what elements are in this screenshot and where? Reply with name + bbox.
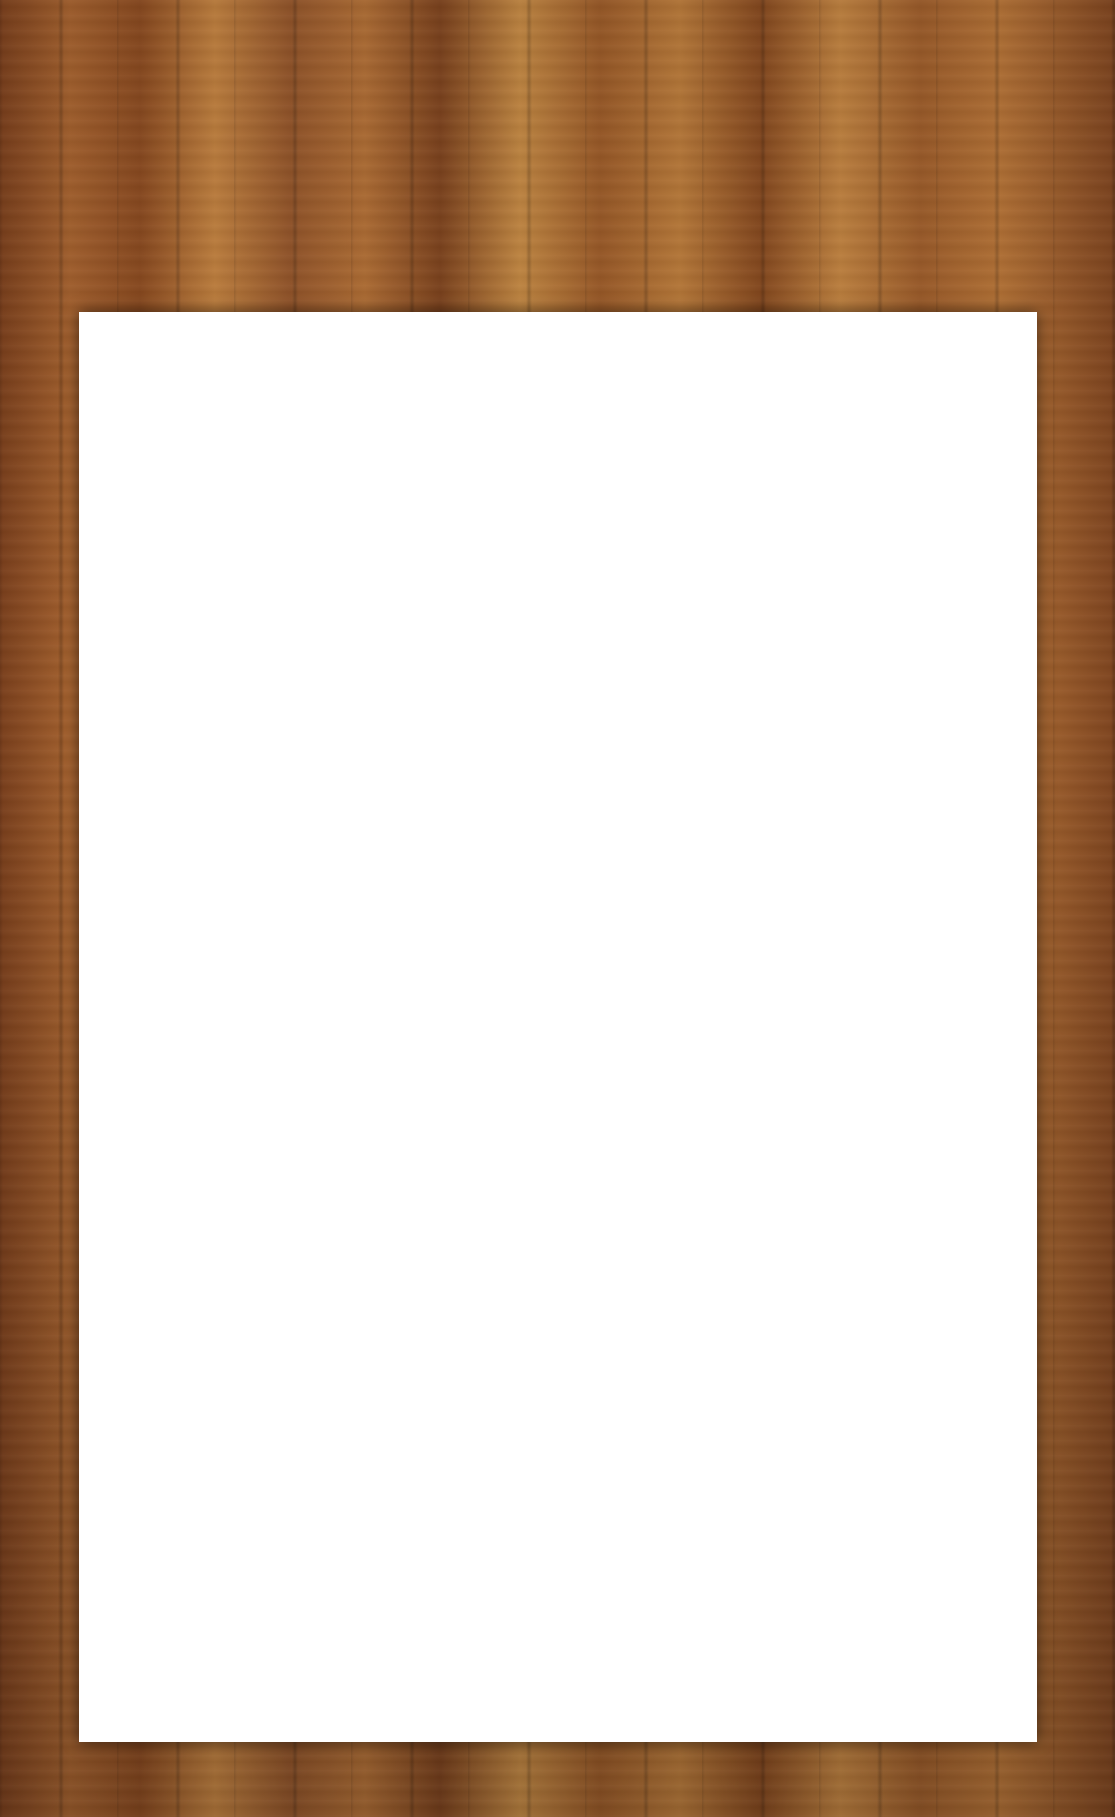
restaurant-header <box>0 68 1115 80</box>
menu-panel <box>79 312 1037 1742</box>
